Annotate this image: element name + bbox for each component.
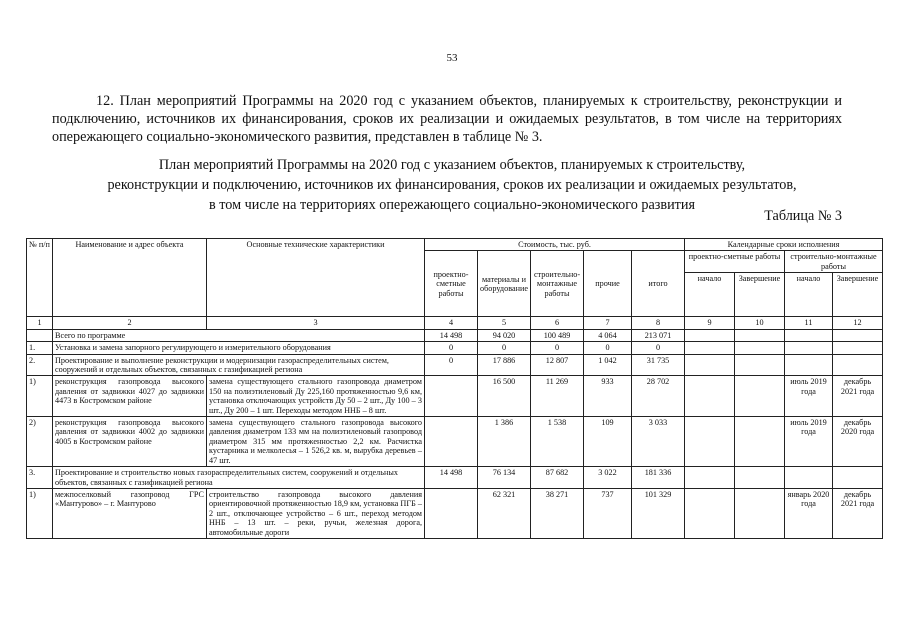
cell-construction-start: январь 2020 года [785, 488, 833, 538]
header-cost-other: прочие [584, 251, 632, 317]
cell-materials: 76 134 [478, 467, 531, 489]
cell-design [425, 417, 478, 467]
cell-design-end [735, 488, 785, 538]
cell-total: 28 702 [632, 376, 685, 417]
cell-construction: 38 271 [531, 488, 584, 538]
cell-design [425, 376, 478, 417]
object-name: межпоселковый газопровод ГРС «Мантурово» – г. Мантурово [53, 488, 207, 538]
header-cost-design: проектно-сметные работы [425, 251, 478, 317]
empty-cell [685, 467, 735, 489]
cell-design-start [685, 417, 735, 467]
cell-construction: 100 489 [531, 329, 584, 341]
empty-cell [27, 329, 53, 341]
cell-design [425, 488, 478, 538]
document-title [40, 155, 864, 215]
cell-other: 109 [584, 417, 632, 467]
empty-cell [735, 467, 785, 489]
cell-total: 213 071 [632, 329, 685, 341]
cell-total: 3 033 [632, 417, 685, 467]
object-name: реконструкция газопровода высокого давления от задвижки 4027 до задвижки 4473 в Костромском районе [53, 376, 207, 417]
cell-construction-start: июль 2019 года [785, 417, 833, 467]
empty-cell [833, 329, 883, 341]
cell-materials: 16 500 [478, 376, 531, 417]
cell-other: 933 [584, 376, 632, 417]
title-line-1: План мероприятий Программы на 2020 год с указанием объектов, планируемых к строительству, [158, 157, 746, 173]
cell-total: 31 735 [632, 354, 685, 376]
cell-design-end [735, 417, 785, 467]
cell-construction: 0 [531, 342, 584, 354]
empty-cell [785, 354, 833, 376]
empty-cell [685, 342, 735, 354]
empty-cell [833, 354, 883, 376]
cell-materials: 62 321 [478, 488, 531, 538]
empty-cell [785, 467, 833, 489]
table-row [27, 376, 883, 417]
header-tech: Основные технические характеристики [207, 239, 425, 317]
header-construction-works: строительно-монтажные работы [785, 251, 883, 273]
cell-other: 4 064 [584, 329, 632, 341]
plan-table [26, 238, 883, 539]
cell-construction: 12 807 [531, 354, 584, 376]
cell-design: 0 [425, 342, 478, 354]
cell-design-end [735, 376, 785, 417]
table-label: Таблица № 3 [764, 208, 842, 224]
header-cost-total: итого [632, 251, 685, 317]
total-label: Всего по программе [53, 329, 425, 341]
header-start-construction: начало [785, 273, 833, 317]
cell-design-start [685, 376, 735, 417]
column-number: 1 [27, 317, 53, 329]
cell-materials: 17 886 [478, 354, 531, 376]
column-number: 6 [531, 317, 584, 329]
row-number: 2. [27, 354, 53, 376]
empty-cell [735, 329, 785, 341]
header-end-design: Завершение [735, 273, 785, 317]
header-end-construction: Завершение [833, 273, 883, 317]
object-name: реконструкция газопровода высокого давления от задвижки 4002 до задвижки 4005 в Костромском районе [53, 417, 207, 467]
empty-cell [785, 329, 833, 341]
cell-total: 101 329 [632, 488, 685, 538]
header-calendar: Календарные сроки исполнения [685, 239, 883, 251]
section-label: Установка и замена запорного регулирующего и измерительного оборудования [53, 342, 425, 354]
table-row [27, 417, 883, 467]
cell-construction: 11 269 [531, 376, 584, 417]
cell-other: 3 022 [584, 467, 632, 489]
cell-materials: 1 386 [478, 417, 531, 467]
header-name: Наименование и адрес объекта [53, 239, 207, 317]
empty-cell [785, 342, 833, 354]
cell-other: 0 [584, 342, 632, 354]
cell-design: 14 498 [425, 329, 478, 341]
row-number: 1) [27, 376, 53, 417]
row-number: 1) [27, 488, 53, 538]
column-number: 7 [584, 317, 632, 329]
column-number: 3 [207, 317, 425, 329]
empty-cell [735, 342, 785, 354]
table-row [27, 488, 883, 538]
column-number: 4 [425, 317, 478, 329]
table-row [27, 342, 883, 354]
table-row [27, 354, 883, 376]
column-number: 11 [785, 317, 833, 329]
empty-cell [735, 354, 785, 376]
object-tech: строительство газопровода высокого давления ориентировочной протяженностью 18,9 км, установка ПГБ – 2 шт., отключающее устройство – 6 шт., переход методом ННБ – 13 шт. – реки, ручьи, железная дорога, автомобильные дороги [207, 488, 425, 538]
cell-design: 14 498 [425, 467, 478, 489]
row-number: 1. [27, 342, 53, 354]
cell-materials: 0 [478, 342, 531, 354]
cell-construction-end: декабрь 2020 года [833, 417, 883, 467]
title-line-3: в том числе на территориях опережающего социально-экономического развития [209, 197, 695, 213]
cell-construction-start: июль 2019 года [785, 376, 833, 417]
cell-design-start [685, 488, 735, 538]
empty-cell [833, 342, 883, 354]
cell-materials: 94 020 [478, 329, 531, 341]
cell-other: 737 [584, 488, 632, 538]
cell-construction: 87 682 [531, 467, 584, 489]
empty-cell [685, 329, 735, 341]
section-label: Проектирование и выполнение реконструкции и модернизации газораспределительных систем, сооружений и отдельных объектов, связанных с газификацией региона [53, 354, 425, 376]
header-start-design: начало [685, 273, 735, 317]
column-number: 8 [632, 317, 685, 329]
cell-total: 0 [632, 342, 685, 354]
intro-text: 12. План мероприятий Программы на 2020 год с указанием объектов, планируемых к строительству, реконструкции и подключению, источников их финансирования, сроков их реализации и ожидаемых результатов, в том числе на территориях опережающего социально-экономического развития, представлен в таблице № 3. [52, 93, 842, 145]
header-cost-materials: материалы и оборудование [478, 251, 531, 317]
cell-construction-end: декабрь 2021 года [833, 488, 883, 538]
header-num: № п/п [27, 239, 53, 317]
cell-construction-end: декабрь 2021 года [833, 376, 883, 417]
object-tech: замена существующего стального газопровода высокого давления диаметром 133 мм на полиэтиленовый газопровод диаметром 315 мм протяженностью 2,2 км. Расчистка кустарника и мелколесья – 1 526,2 кв. м, вырубка деревьев – 47 шт. [207, 417, 425, 467]
empty-cell [833, 467, 883, 489]
column-number: 2 [53, 317, 207, 329]
total-row [27, 329, 883, 341]
column-number: 10 [735, 317, 785, 329]
page-number: 53 [446, 52, 458, 64]
header-cost-construction: строительно-монтажные работы [531, 251, 584, 317]
cell-construction: 1 538 [531, 417, 584, 467]
column-number: 5 [478, 317, 531, 329]
object-tech: замена существующего стального газопровода диаметром 150 на полиэтиленовый Ду 225,160 протяженностью 9,6 км, установка отключающих устройств Ду 50 – 2 шт., Ду 100 – 3 шт., Ду 200 – 1 шт. Переходы методом ННБ – 8 шт. [207, 376, 425, 417]
header-cost: Стоимость, тыс. руб. [425, 239, 685, 251]
section-label: Проектирование и строительство новых газораспределительных систем, сооружений и отдельных объектов, связанных с газификацией региона [53, 467, 425, 489]
header-design-works: проектно-сметные работы [685, 251, 785, 273]
column-numbers-row [27, 317, 883, 329]
empty-cell [685, 354, 735, 376]
table-row [27, 467, 883, 489]
title-line-2: реконструкции и подключению, источников их финансирования, сроков их реализации и ожидаемых результатов, [107, 177, 797, 193]
row-number: 3. [27, 467, 53, 489]
cell-total: 181 336 [632, 467, 685, 489]
row-number: 2) [27, 417, 53, 467]
intro-paragraph [52, 92, 842, 146]
cell-other: 1 042 [584, 354, 632, 376]
column-number: 9 [685, 317, 735, 329]
cell-design: 0 [425, 354, 478, 376]
column-number: 12 [833, 317, 883, 329]
